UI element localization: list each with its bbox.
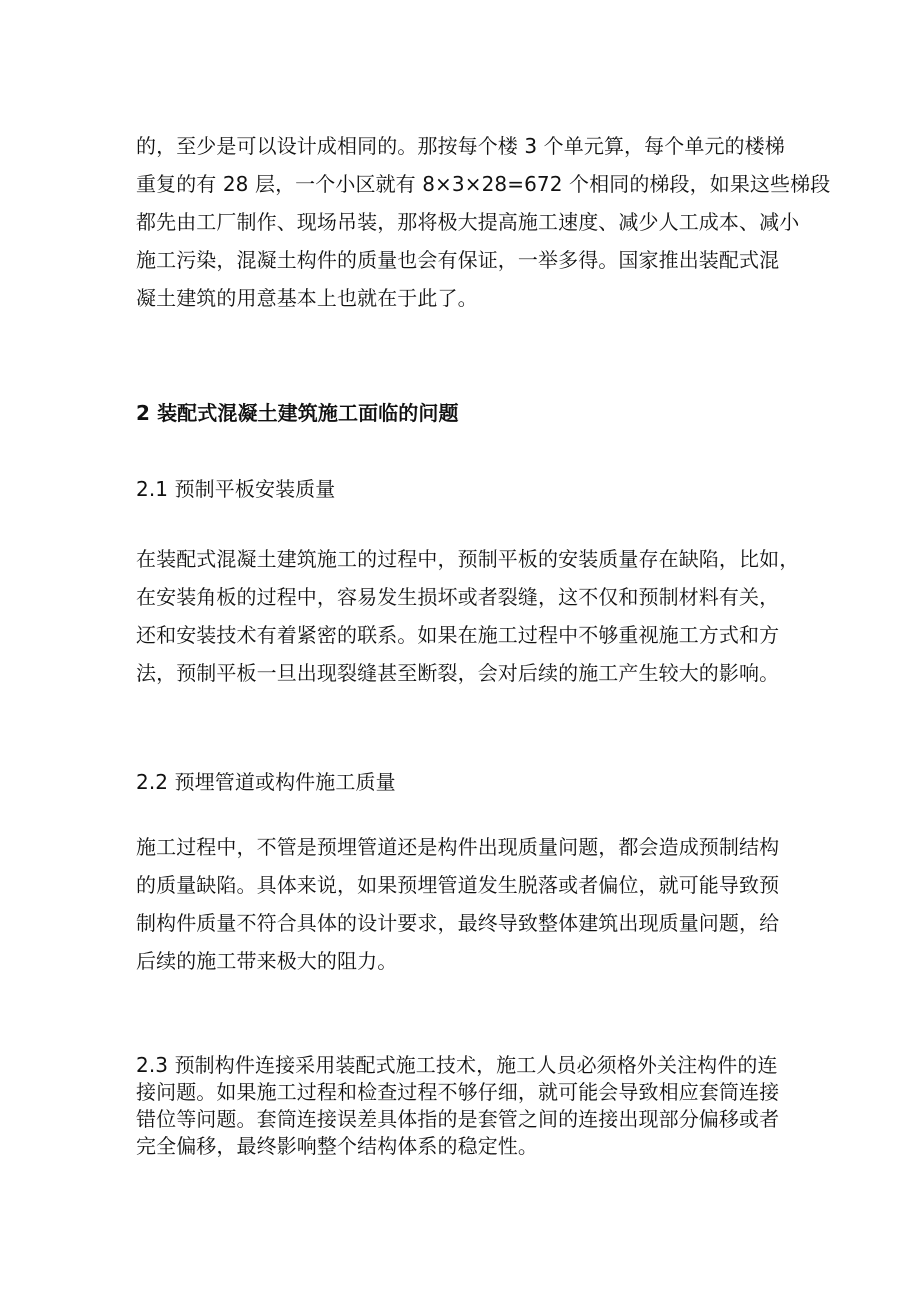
paragraph-line: 法，预制平板一旦出现裂缝甚至断裂，会对后续的施工产生较大的影响。	[136, 661, 780, 685]
paragraph-line: 都先由工厂制作、现场吊装，那将极大提高施工速度、减少人工成本、减小	[136, 210, 800, 234]
section-2-heading: 2 装配式混凝土建筑施工面临的问题	[136, 401, 459, 425]
paragraph-line: 后续的施工带来极大的阻力。	[136, 949, 398, 973]
paragraph-line: 重复的有 28 层，一个小区就有 8×3×28=672 个相同的梯段，如果这些梯段	[136, 172, 831, 196]
paragraph-line: 施工过程中，不管是预埋管道还是构件出现质量问题，都会造成预制结构	[136, 835, 780, 859]
paragraph-line: 凝土建筑的用意基本上也就在于此了。	[136, 286, 478, 310]
paragraph-line: 的，至少是可以设计成相同的。那按每个楼 3 个单元算，每个单元的楼梯	[136, 134, 785, 158]
subsection-2-3-paragraph	[136, 1052, 796, 1160]
paragraph-line: 完全偏移，最终影响整个结构体系的稳定性。	[136, 1134, 538, 1158]
paragraph-line: 错位等问题。套筒连接误差具体指的是套管之间的连接出现部分偏移或者	[136, 1107, 780, 1131]
paragraph-line: 在安装角板的过程中，容易发生损坏或者裂缝，这不仅和预制材料有关，	[136, 585, 780, 609]
paragraph-line: 还和安装技术有着紧密的联系。如果在施工过程中不够重视施工方式和方	[136, 623, 780, 647]
paragraph-line: 2.3 预制构件连接采用装配式施工技术，施工人员必须格外关注构件的连	[136, 1053, 778, 1077]
paragraph-line: 接问题。如果施工过程和检查过程不够仔细，就可能会导致相应套筒连接	[136, 1080, 780, 1104]
subsection-2-2-paragraph	[136, 828, 796, 980]
subsection-2-1-paragraph	[136, 540, 800, 692]
paragraph-line: 的质量缺陷。具体来说，如果预埋管道发生脱落或者偏位，就可能导致预	[136, 873, 780, 897]
paragraph-line: 在装配式混凝土建筑施工的过程中，预制平板的安装质量存在缺陷，比如，	[136, 547, 800, 571]
paragraph-line: 施工污染，混凝土构件的质量也会有保证，一举多得。国家推出装配式混	[136, 248, 780, 272]
intro-paragraph	[136, 127, 831, 317]
paragraph-line: 制构件质量不符合具体的设计要求，最终导致整体建筑出现质量问题，给	[136, 911, 780, 935]
subsection-2-2-heading: 2.2 预埋管道或构件施工质量	[136, 770, 396, 794]
subsection-2-1-heading: 2.1 预制平板安装质量	[136, 477, 336, 501]
